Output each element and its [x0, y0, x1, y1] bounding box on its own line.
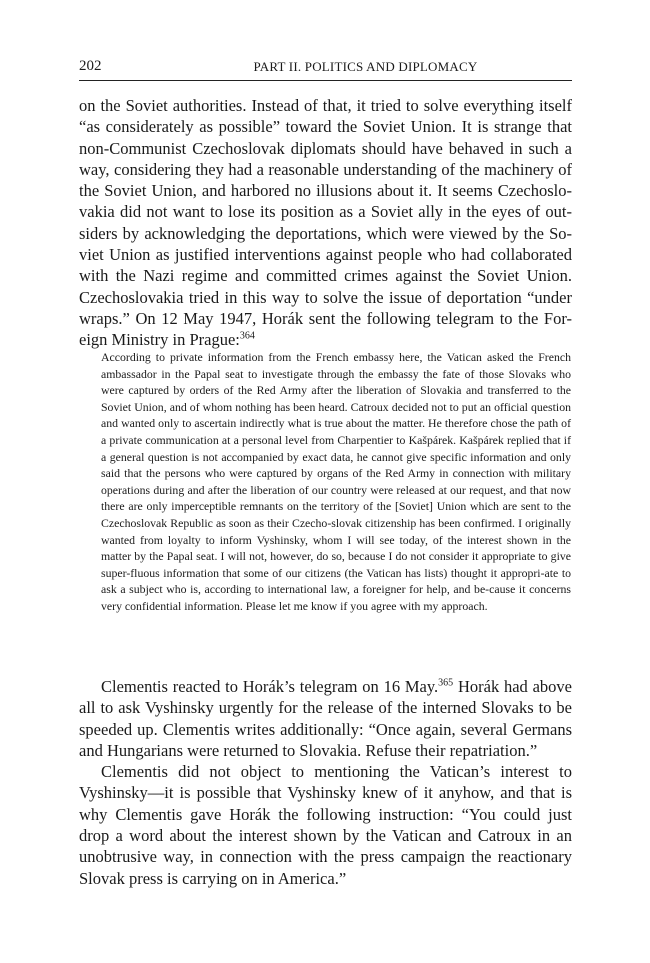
- footnote-ref-365: 365: [438, 677, 454, 689]
- footnote-ref-364: 364: [239, 330, 255, 342]
- closing-paragraphs: [79, 676, 572, 889]
- page-header: [79, 56, 572, 81]
- paragraph-2-text-before: Clementis reacted to Horák’s telegram on 16 May.: [101, 677, 439, 696]
- paragraph-2: [79, 676, 572, 761]
- running-head: PART II. POLITICS AND DIPLOMACY: [253, 59, 478, 74]
- page-number: 202: [79, 58, 102, 74]
- block-quote-text: According to private information from the French embassy here, the Vatican asked the French ambassador in the Papal seat to investigate through the embassy the fate of those Slovaks who were captured by orders of the Red Army after the liberation of Slovakia and transferred to the Soviet Union, and of whom nothing has been heard. Catroux decided not to put an official question and wanted only to ascertain indirectly what is true about the matter. He therefore chose the path of a private communication at a personal level from Charpentier to Kašpárek. Kašpárek replied that if a general question is not accompanied by exact data, he cannot give specific information and only said that the persons who were captured by organs of the Red Army in connection with military operations during and after the liberation of our country were released at our request, and that now there are only imperceptible remnants on the territory of the [Soviet] Union which are sent to the Czechoslovak Republic as soon as their Czecho-slovak citizenship has been confirmed. I originally wanted from loyalty to inform Vyshinsky, whom I will see today, of the interest shown in the matter by the Papal seat. I will not, however, do so, because I do not consider it appropriate to give super-fluous information that some of our citizens (the Vatican has lists) thought it appropri-ate to ask a subject who is, according to international law, a foreigner for help, and be-cause it concerns very confidential information. Please let me know if you agree with my approach.: [101, 350, 571, 613]
- paragraph-2-text-after: Horák had above all to ask Vyshinsky urgently for the release of the interned Slovaks to be speeded up. Clementis writes additionally: “Once again, several Germans and Hungarians were returned to Slovakia. Refuse their repatriation.”: [79, 677, 572, 760]
- block-quote: [101, 349, 571, 615]
- paragraph-3-text: Clementis did not object to mentioning the Vatican’s interest to Vyshinsky—it is possible that Vyshinsky knew of it anyhow, and that is why Clementis gave Horák the following instruction: “You could just drop a word about the interest shown by the Vatican and Catroux in an unobtrusive way, in connection with the press campaign the reactionary Slovak press is carrying on in America.”: [79, 762, 572, 888]
- paragraph-1-text: on the Soviet authorities. Instead of that, it tried to solve everything itself “as considerately as possible” toward the Soviet Union. It is strange that non-Communist Czechoslovak diplomats should have behaved in such a way, considering they had a reasonable understanding of the machinery of the Soviet Union, and harbored no illusions about it. It seems Czechoslo-vakia did not want to lose its position as a Soviet ally in the eyes of out-siders by acknowledging the deportations, which were viewed by the So-viet Union as justified interventions against people who had collaborated with the Nazi regime and committed crimes against the Soviet Union. Czechoslovakia tried in this way to solve the issue of deportation “under wraps.” On 12 May 1947, Horák sent the following telegram to the For-eign Ministry in Prague:: [79, 96, 572, 350]
- paragraph-1: [79, 95, 572, 351]
- paragraph-3: [79, 761, 572, 889]
